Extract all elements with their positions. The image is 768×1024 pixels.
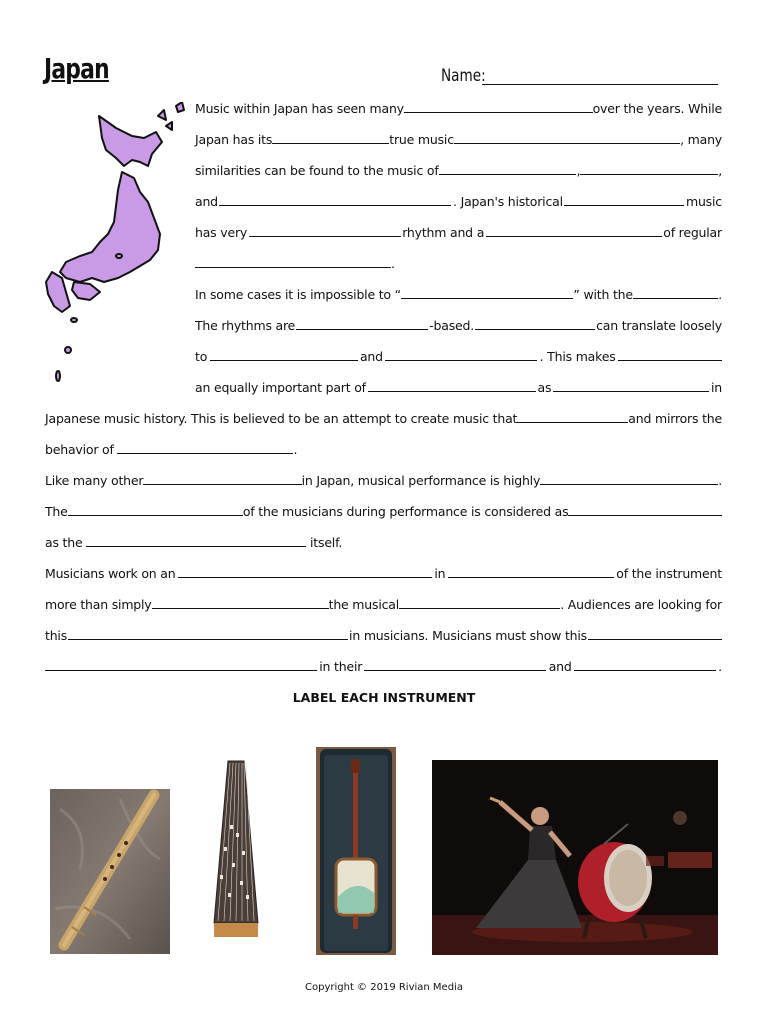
line-text: the musical: [328, 597, 400, 612]
answer-blank[interactable]: [272, 131, 389, 144]
answer-blank[interactable]: [439, 162, 577, 175]
answer-blank[interactable]: [564, 193, 684, 206]
answer-blank[interactable]: [475, 317, 595, 330]
label-instrument-heading: LABEL EACH INSTRUMENT: [292, 690, 476, 705]
shakuhachi-image: [50, 789, 170, 954]
answer-blank[interactable]: [618, 348, 722, 361]
line-text: of the musicians during performance is considered as: [242, 504, 569, 519]
line-text: and: [359, 349, 383, 364]
line-text: .: [391, 256, 395, 271]
line-text: The: [45, 504, 68, 519]
text-line-12: [45, 441, 297, 458]
line-text: and: [195, 194, 218, 209]
answer-blank[interactable]: [580, 162, 718, 175]
line-text: -based.: [429, 318, 475, 333]
answer-blank[interactable]: [540, 472, 718, 485]
answer-blank[interactable]: [143, 472, 301, 485]
line-text: in musicians. Musicians must show this: [349, 628, 587, 643]
text-line-1: [195, 100, 722, 117]
line-text: in: [710, 380, 722, 395]
copyright-text: Copyright © 2019 Rivian Media: [305, 982, 463, 993]
answer-blank[interactable]: [195, 255, 391, 268]
line-text: has very: [195, 225, 248, 240]
answer-blank[interactable]: [178, 565, 432, 578]
line-text: an equally important part of: [195, 380, 366, 395]
line-text: behavior of: [45, 442, 114, 457]
answer-blank[interactable]: [553, 379, 709, 392]
text-line-10: [195, 379, 722, 396]
text-line-17: [45, 596, 722, 613]
line-text: The rhythms are: [195, 318, 296, 333]
line-text: and mirrors the: [628, 411, 722, 426]
text-line-13: [45, 472, 722, 489]
line-text: ” with the: [573, 287, 633, 302]
line-text: in: [434, 566, 446, 581]
line-text: music: [685, 194, 722, 209]
answer-blank[interactable]: [517, 410, 628, 423]
line-text: Musicians work on an: [45, 566, 176, 581]
text-line-7: [195, 286, 722, 303]
line-text: . This makes: [539, 349, 616, 364]
answer-blank[interactable]: [448, 565, 614, 578]
line-text: itself.: [310, 535, 343, 550]
line-text: Japan has its: [195, 132, 273, 147]
text-line-18: [45, 627, 722, 644]
text-line-8: [195, 317, 722, 334]
line-text: of the instrument: [616, 566, 722, 581]
name-field[interactable]: [482, 84, 718, 85]
text-line-2: [195, 131, 722, 148]
answer-blank[interactable]: [364, 658, 546, 671]
name-label: Name:: [441, 66, 486, 86]
line-text: Japanese music history. This is believed to be an attempt to create music that: [45, 411, 518, 426]
line-text: to: [195, 349, 208, 364]
line-text: .: [718, 287, 722, 302]
text-line-6: [195, 255, 395, 272]
taiko-drummer-image: [432, 760, 718, 955]
line-text: . Audiences are looking for: [560, 597, 722, 612]
line-text: in their: [319, 659, 363, 674]
text-line-19: [45, 658, 722, 675]
text-line-5: [195, 224, 722, 241]
answer-blank[interactable]: [399, 596, 560, 609]
line-text: ,: [718, 163, 722, 178]
line-text: as the: [45, 535, 83, 550]
line-text: . Japan's historical: [453, 194, 563, 209]
line-text: , many: [680, 132, 722, 147]
answer-blank[interactable]: [401, 286, 574, 299]
line-text: rhythm and a: [402, 225, 485, 240]
answer-blank[interactable]: [117, 441, 293, 454]
text-line-16: [45, 565, 722, 582]
line-text: Music within Japan has seen many: [195, 101, 404, 116]
line-text: Like many other: [45, 473, 144, 488]
answer-blank[interactable]: [404, 100, 593, 113]
line-text: in Japan, musical performance is highly: [301, 473, 541, 488]
line-text: ,: [576, 163, 581, 178]
line-text: as: [537, 380, 552, 395]
answer-blank[interactable]: [219, 193, 451, 206]
answer-blank[interactable]: [368, 379, 536, 392]
shamisen-image: [316, 747, 396, 955]
text-line-4: [195, 193, 722, 210]
answer-blank[interactable]: [86, 534, 306, 547]
line-text: of regular: [663, 225, 722, 240]
text-line-15: [45, 534, 342, 551]
line-text: .: [718, 659, 722, 674]
japan-map: [44, 102, 189, 387]
text-line-9: [195, 348, 722, 365]
line-text: true music: [389, 132, 454, 147]
text-line-11: [45, 410, 722, 427]
answer-blank[interactable]: [249, 224, 401, 237]
line-text: similarities can be found to the music of: [195, 163, 439, 178]
line-text: .: [718, 473, 722, 488]
answer-blank[interactable]: [68, 503, 243, 516]
line-text: .: [293, 442, 298, 457]
answer-blank[interactable]: [633, 286, 718, 299]
answer-blank[interactable]: [588, 627, 722, 640]
answer-blank[interactable]: [210, 348, 358, 361]
answer-blank[interactable]: [486, 224, 662, 237]
line-text: and: [548, 659, 572, 674]
text-line-14: [45, 503, 722, 520]
line-text: more than simply: [45, 597, 152, 612]
line-text: can translate loosely: [596, 318, 722, 333]
answer-blank[interactable]: [296, 317, 428, 330]
answer-blank[interactable]: [454, 131, 680, 144]
answer-blank[interactable]: [68, 627, 348, 640]
text-line-3: [195, 162, 722, 179]
koto-image: [196, 755, 276, 945]
line-text: this: [45, 628, 68, 643]
answer-blank[interactable]: [45, 658, 317, 671]
answer-blank[interactable]: [574, 658, 716, 671]
line-text: over the years. While: [592, 101, 722, 116]
answer-blank[interactable]: [568, 503, 722, 516]
page-title: Japan: [44, 52, 109, 85]
answer-blank[interactable]: [152, 596, 329, 609]
line-text: In some cases it is impossible to “: [195, 287, 401, 302]
answer-blank[interactable]: [385, 348, 537, 361]
